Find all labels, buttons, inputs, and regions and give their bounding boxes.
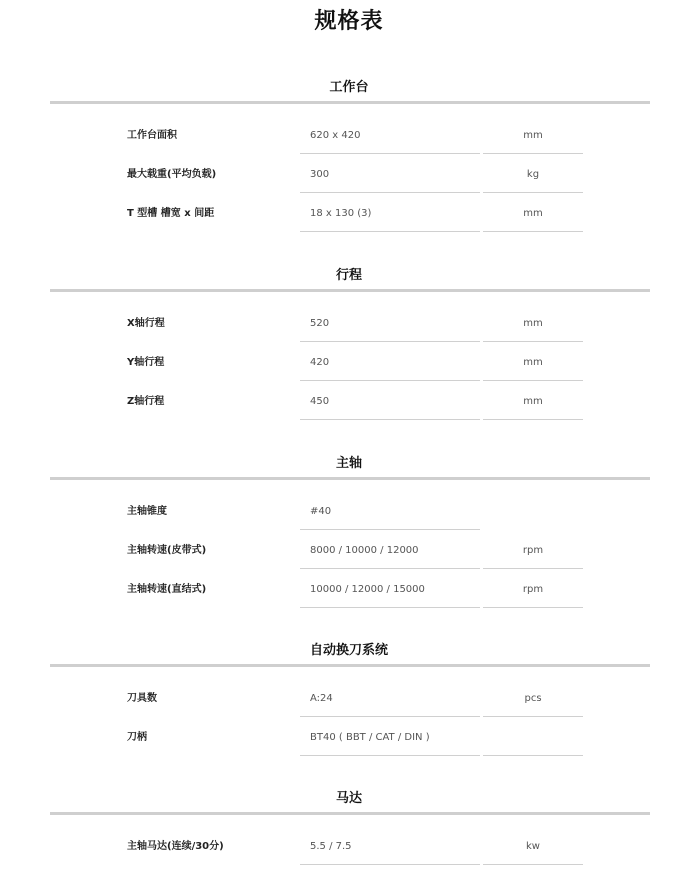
spec-value: 620 x 420 <box>300 118 480 154</box>
spec-value: 5.5 / 7.5 <box>300 829 480 865</box>
spec-row <box>0 345 698 384</box>
section-title: 自动换刀系统 <box>309 643 388 658</box>
spec-label: 主轴马达(连续/30分) <box>127 841 224 852</box>
spec-value: 10000 / 12000 / 15000 <box>300 572 480 608</box>
section-title: 行程 <box>335 268 362 283</box>
section-divider <box>50 812 650 815</box>
spec-label: X轴行程 <box>127 318 165 329</box>
spec-unit <box>483 494 583 530</box>
spec-unit: mm <box>483 196 583 232</box>
section-divider <box>50 101 650 104</box>
spec-row <box>0 829 698 868</box>
spec-unit: mm <box>483 118 583 154</box>
spec-row <box>0 572 698 611</box>
spec-row <box>0 533 698 572</box>
spec-row <box>0 494 698 533</box>
spec-value: 450 <box>300 384 480 420</box>
spec-unit: kw <box>483 829 583 865</box>
page-title: 规格表 <box>314 9 384 34</box>
spec-row <box>0 306 698 345</box>
spec-unit <box>483 720 583 756</box>
spec-row <box>0 384 698 423</box>
spec-unit: mm <box>483 384 583 420</box>
section-title: 主轴 <box>335 456 362 471</box>
spec-value: 520 <box>300 306 480 342</box>
spec-label: 刀具数 <box>127 693 157 704</box>
spec-unit: rpm <box>483 572 583 608</box>
spec-label: Z轴行程 <box>127 396 165 407</box>
spec-label: T 型槽 槽宽 x 间距 <box>127 208 215 219</box>
spec-unit: pcs <box>483 681 583 717</box>
spec-row <box>0 196 698 235</box>
section-divider <box>50 289 650 292</box>
spec-row <box>0 720 698 759</box>
spec-value: 300 <box>300 157 480 193</box>
spec-label: 工作台面积 <box>127 130 177 141</box>
spec-label: Y轴行程 <box>127 357 165 368</box>
section-divider <box>50 664 650 667</box>
section-title: 工作台 <box>329 80 369 95</box>
spec-label: 刀柄 <box>127 732 147 743</box>
spec-unit: kg <box>483 157 583 193</box>
spec-row <box>0 681 698 720</box>
section-divider <box>50 477 650 480</box>
spec-value: A:24 <box>300 681 480 717</box>
spec-unit: rpm <box>483 533 583 569</box>
spec-label: 最大载重(平均负载) <box>127 169 217 180</box>
spec-unit: mm <box>483 345 583 381</box>
spec-row <box>0 157 698 196</box>
spec-value: 8000 / 10000 / 12000 <box>300 533 480 569</box>
spec-label: 主轴转速(皮带式) <box>127 545 207 556</box>
spec-value: 18 x 130 (3) <box>300 196 480 232</box>
spec-label: 主轴锥度 <box>127 506 167 517</box>
spec-label: 主轴转速(直结式) <box>127 584 207 595</box>
spec-value: 420 <box>300 345 480 381</box>
spec-value: BT40 ( BBT / CAT / DIN ) <box>300 720 480 756</box>
spec-row <box>0 118 698 157</box>
spec-value: #40 <box>300 494 480 530</box>
spec-unit: mm <box>483 306 583 342</box>
section-title: 马达 <box>335 791 362 806</box>
